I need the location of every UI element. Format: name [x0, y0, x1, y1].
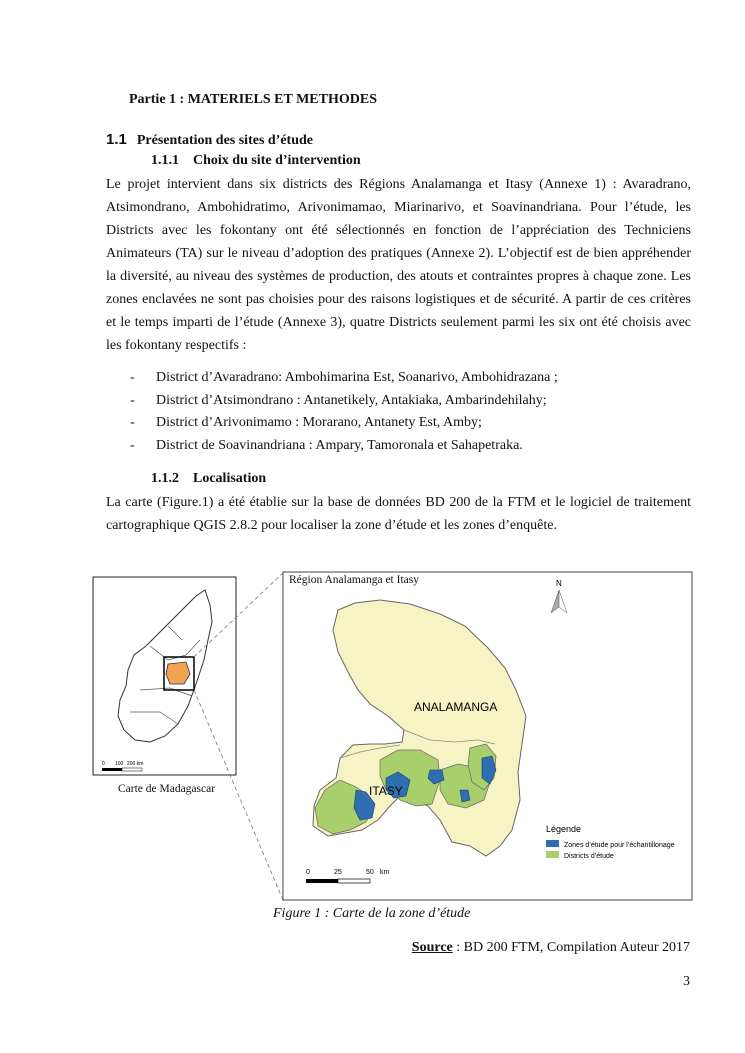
paragraph-localisation: La carte (Figure.1) a été établie sur la base de données BD 200 de la FTM et le logiciel de traitement cartographique QGIS 2.8.2 pour localiser la zone d’étude et les zones d’enquête.: [106, 495, 691, 533]
page-number: 3: [683, 974, 690, 989]
legend-title: Légende: [546, 824, 582, 834]
section-number: 1.1.1: [151, 153, 179, 168]
figure-maps: [0, 560, 745, 905]
section-number: 1.1.2: [151, 471, 179, 486]
inset-scale-label-0: 0: [102, 761, 105, 767]
main-scale-label-50: 50: [366, 869, 374, 876]
inset-scale-bar-segment: [122, 768, 142, 771]
main-scale-label-0: 0: [306, 869, 310, 876]
region-label-analamanga: ANALAMANGA: [414, 700, 498, 714]
list-item: [130, 435, 558, 458]
source-line: [412, 940, 690, 956]
main-scale-label-25: 25: [334, 869, 342, 876]
districts-list: [130, 367, 558, 457]
list-dash: -: [130, 392, 135, 408]
list-item: [130, 390, 558, 413]
list-item: [130, 367, 558, 390]
source-label: Source: [411, 940, 453, 955]
legend-label-districts: Districts d’étude: [564, 853, 614, 860]
main-scale-label-km: km: [380, 869, 390, 876]
list-item-text: District d’Avaradrano: Ambohimarina Est, Soanarivo, Ambohidrazana ;: [156, 370, 558, 385]
source-text: : BD 200 FTM, Compilation Auteur 2017: [452, 940, 690, 955]
inset-scale-bar: [102, 768, 122, 771]
inset-scale-label-1: 100: [115, 761, 124, 767]
section-heading-1-1-2: [151, 471, 266, 487]
study-zone-atsimondrano: [460, 790, 470, 802]
section-title: Choix du site d’intervention: [193, 153, 361, 168]
list-item-text: District d’Arivonimamo : Morarano, Antanety Est, Amby;: [156, 415, 482, 430]
main-map-title: Région Analamanga et Itasy: [289, 574, 419, 586]
list-dash: -: [130, 437, 135, 453]
section-heading-1-1-1: [151, 153, 361, 169]
main-scale-bar-segment: [338, 879, 370, 883]
paragraph-site-choice: Le projet intervient dans six districts des Régions Analamanga et Itasy (Annexe 1) : Avaradrano, Atsimondrano, Ambohidratimo, Arivonimamao, Miarinarivo, et Soavinandriana. Pour l’étude, les Districts avec les fokontany ont été sélectionnés en fonction de l’appréciation des Techniciens Animateurs (TA) sur le niveau d’adoption des pratiques (Annexe 2). L’objectif est de bien appréhender la diversité, au niveau des systèmes de production, des atouts et contraintes propres à chaque zone. Les zones enclavées ne sont pas choisies pour des raisons logistiques et de sécurité. A partir de ces critères et le temps imparti de l’étude (Annexe 3), quatre Districts seulement parmi les six ont été choisis avec les fokontany respectifs :: [106, 177, 691, 353]
list-dash: -: [130, 415, 135, 430]
legend-swatch-districts: [546, 851, 559, 858]
inset-map-caption: Carte de Madagascar: [118, 783, 216, 795]
list-dash: -: [130, 370, 135, 385]
inset-scale-label-2: 200 km: [127, 761, 144, 767]
legend-swatch-study-zones: [546, 840, 559, 847]
section-title: Présentation des sites d’étude: [136, 133, 314, 148]
part-title: Partie 1 : MATERIELS ET METHODES: [129, 92, 378, 107]
main-scale-bar: [306, 879, 338, 883]
section-heading-1-1: [106, 131, 313, 149]
list-item-text: District d’Atsimondrano : Antanetikely, Antakiaka, Ambarindehilahy;: [156, 392, 547, 408]
region-label-itasy: ITASY: [369, 784, 403, 798]
list-item: [130, 412, 558, 435]
list-item-text: District de Soavinandriana : Ampary, Tamoronala et Sahapetraka.: [156, 437, 523, 453]
section-number: 1.1: [106, 131, 127, 148]
figure-caption: Figure 1 : Carte de la zone d’étude: [273, 906, 471, 921]
section-title: Localisation: [193, 471, 267, 486]
inset-study-area: [166, 662, 190, 684]
north-label: N: [556, 579, 562, 588]
legend-label-study-zones: Zones d’étude pour l’échantillonage: [564, 842, 675, 849]
